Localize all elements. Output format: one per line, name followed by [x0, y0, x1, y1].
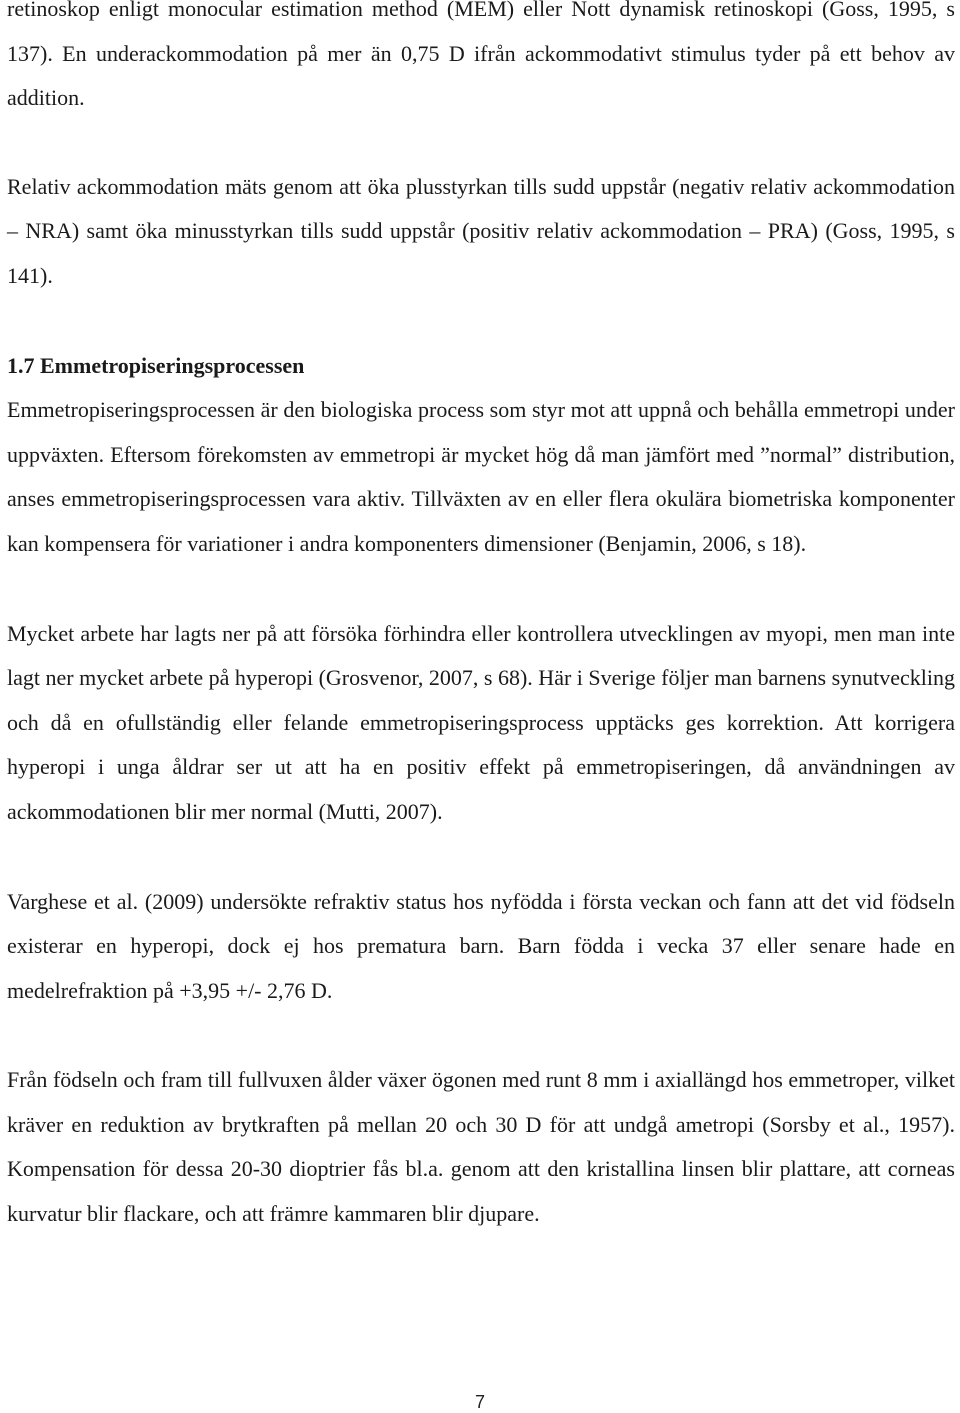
paragraph-myopia-hyperopia: Mycket arbete har lagts ner på att försöka förhindra eller kontrollera utvecklingen av myopi, men man inte lagt ner mycket arbete på hyperopi (Grosvenor, 2007, s 68). Här i Sverige följer man barnens synutveckling och då en ofullständig eller felande emmetropiseringsprocess upptäcks ges korrektion. Att korrigera hyperopi i unga åldrar ser ut att ha en positiv effekt på emmetropiseringen, då användningen av ackommodationen blir mer normal (Mutti, 2007).: [7, 620, 955, 824]
page-number: 7: [474, 1392, 485, 1412]
paragraph-emmetropization-definition: Emmetropiseringsprocessen är den biologiska process som styr mot att uppnå och behålla emmetropi under uppväxten. Eftersom förekomsten av emmetropi är mycket hög då man jämfört med ”normal” distribution, anses emmetropiseringsprocessen vara aktiv. Tillväxten av en eller flera okulära biometriska komponenter kan kompensera för variationer i andra komponenters dimensioner (Benjamin, 2006, s 18).: [7, 397, 955, 556]
paragraph-relative-accommodation: Relativ ackommodation mäts genom att öka plusstyrkan tills sudd uppstår (negativ relativ ackommodation – NRA) samt öka minusstyrkan tills sudd uppstår (positiv relativ ackommodation – PRA) (Goss, 1995, s 141).: [7, 173, 955, 288]
paragraph-axial-growth: Från födseln och fram till fullvuxen ålder växer ögonen med runt 8 mm i axiallängd hos emmetroper, vilket kräver en reduktion av brytkraften på mellan 20 och 30 D för att undgå ametropi (Sorsby et al., 1957). Kompensation för dessa 20-30 dioptrier fås bl.a. genom att den kristallina linsen blir plattare, att corneas kurvatur blir flackare, och att främre kammaren blir djupare.: [7, 1067, 955, 1227]
paragraph-retinoscopy: retinoskop enligt monocular estimation method (MEM) eller Nott dynamisk retinoskopi (Goss, 1995, s 137). En underackommodation på mer än 0,75 D ifrån ackommodativt stimulus tyder på ett behov av addition.: [7, 0, 955, 111]
section-heading: 1.7 Emmetropiseringsprocessen: [7, 352, 305, 378]
paragraph-varghese-study: Varghese et al. (2009) undersökte refraktiv status hos nyfödda i första veckan och fann att det vid födseln existerar en hyperopi, dock ej hos prematura barn. Barn födda i vecka 37 eller senare hade en medelrefraktion på +3,95 +/- 2,76 D.: [7, 888, 955, 1003]
document-page: [7, 0, 955, 1237]
